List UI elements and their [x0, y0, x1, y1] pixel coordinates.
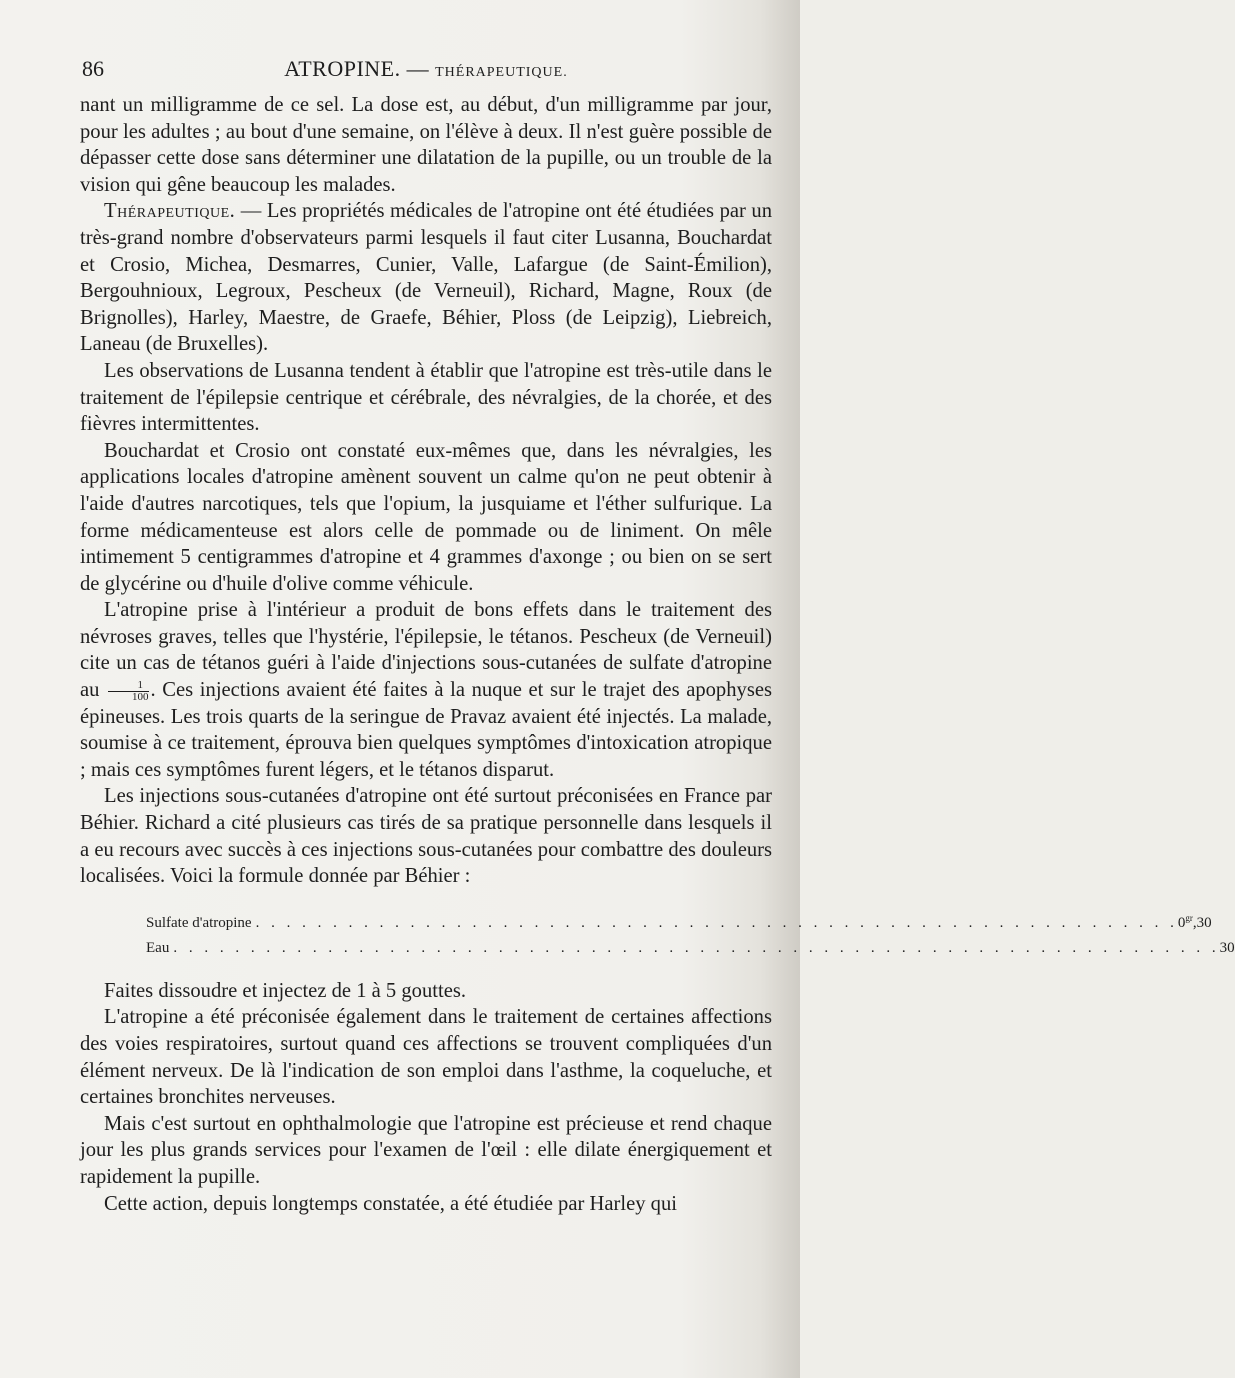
paragraph-8: L'atropine a été préconisée également dans le traitement de certaines affections des voies respiratoires, surtout quand ces affections se trouvent compliquées d'un élément nerveux. De là l'indication de son emploi dans l'asthme, la coqueluche, et certaines bronchites nerveuses. [80, 1006, 772, 1109]
running-header [82, 56, 770, 86]
section-heading: Thérapeutique. [104, 200, 236, 223]
paragraph-4: Bouchardat et Crosio ont constaté eux-mêmes que, dans les névralgies, les applications locales d'atropine amènent souvent un calme qu'on ne peut obtenir à l'aide d'autres narcotiques, tels que l'opium, la jusquiame et l'éther sulfurique. La forme médicamenteuse est alors celle de pommade ou de liniment. On mêle intimement 5 centigrammes d'atropine et 4 grammes d'axonge ; ou bien on se sert de glycérine ou d'huile d'olive comme véhicule. [80, 439, 772, 595]
fraction-denominator: 100 [132, 690, 149, 703]
formula-quantity: $0^{gr},30$ [1177, 912, 1212, 931]
formula-row [146, 908, 1212, 933]
fraction-numerator: 1 [108, 680, 149, 692]
paragraph-5 [80, 597, 772, 783]
dot-leader: . . . . . . . . . . . . . . . . . . . . . . . . . . . . . . . . . . . . . . . . . . . . . . . . . . . . . . . . . . . . . . . . . . . . [173, 939, 1220, 956]
paragraph-5-part-b: . Ces injections avaient été faites à la nuque et sur le trajet des apophyses épineuses. Les trois quarts de la seringue de Pravaz avaient été injectés. La malade, soumise à ce traitement, éprouva bien quelques symptômes d'intoxication atropique ; mais ces symptômes furent légers, et le tétanos disparut. [80, 679, 772, 781]
formula-table [146, 908, 1235, 958]
formula-ingredient: Sulfate d'atropine [146, 914, 252, 931]
page-number: 86 [82, 56, 104, 81]
formula-row [146, 933, 1235, 958]
chapter-title: ATROPINE. [284, 56, 401, 81]
fraction [108, 680, 149, 703]
paragraph-10: Cette action, depuis longtemps constatée, a été étudiée par Harley qui [104, 1192, 677, 1215]
section-subtitle: THÉRAPEUTIQUE. [435, 65, 568, 80]
paragraph-5-part-a: L'atropine prise à l'intérieur a produit de bons effets dans le traitement des névroses graves, telles que l'hystérie, l'épilepsie, le tétanos. Pescheux (de Verneuil) cite un cas de tétanos guéri à l'aide d'injections sous-cutanées de sulfate d'atropine au [80, 599, 772, 702]
paragraph-6: Les injections sous-cutanées d'atropine ont été surtout préconisées en France par Béhier. Richard a cité plusieurs cas tirés de sa pratique personnelle dans lesquels il a eu recours avec succès à ces injections sous-cutanées pour combattre des douleurs localisées. Voici la formule donnée par Béhier : [80, 785, 772, 888]
formula-ingredient: Eau [146, 939, 170, 956]
paragraph-9: Mais c'est surtout en ophthalmologie que l'atropine est précieuse et rend chaque jour les plus grands services pour l'examen de l'œil : elle dilate énergiquement et rapidement la pupille. [80, 1112, 772, 1188]
formula-quantity: 30 [1219, 939, 1235, 956]
dot-leader: . . . . . . . . . . . . . . . . . . . . . . . . . . . . . . . . . . . . . . . . . . . . . . . . . . . . . . . . . . . . [255, 914, 1178, 931]
paragraph-7: Faites dissoudre et injectez de 1 à 5 gouttes. [104, 979, 467, 1002]
running-title [82, 56, 770, 82]
paragraph-1: nant un milligramme de ce sel. La dose est, au début, d'un milligramme par jour, pour les adultes ; au bout d'une semaine, on l'élève à deux. Il n'est guère possible de dépasser cette dose sans déterminer une dilatation de la pupille, ou un trouble de la vision qui gêne beaucoup les malades. [80, 94, 772, 196]
paragraph-3: Les observations de Lusanna tendent à établir que l'atropine est très-utile dans le traitement de l'épilepsie centrique et cérébrale, des névralgies, de la chorée, et des fièvres intermittentes. [80, 359, 772, 436]
paragraph-2-text: — Les propriétés médicales de l'atropine ont été étudiées par un très-grand nombre d'observateurs parmi lesquels il faut citer Lusanna, Bouchardat et Crosio, Michea, Desmarres, Cunier, Valle, Lafargue (de Saint-Émilion), Bergouhnioux, Legroux, Pescheux (de Verneuil), Richard, Magne, Roux (de Brignolles), Harley, Maestre, de Graefe, Béhier, Ploss (de Leipzig), Liebreich, Laneau (de Bruxelles). [80, 200, 772, 356]
title-dash: — [406, 56, 430, 81]
text-body [80, 92, 1235, 1217]
paragraph-therapeutique [80, 198, 772, 358]
